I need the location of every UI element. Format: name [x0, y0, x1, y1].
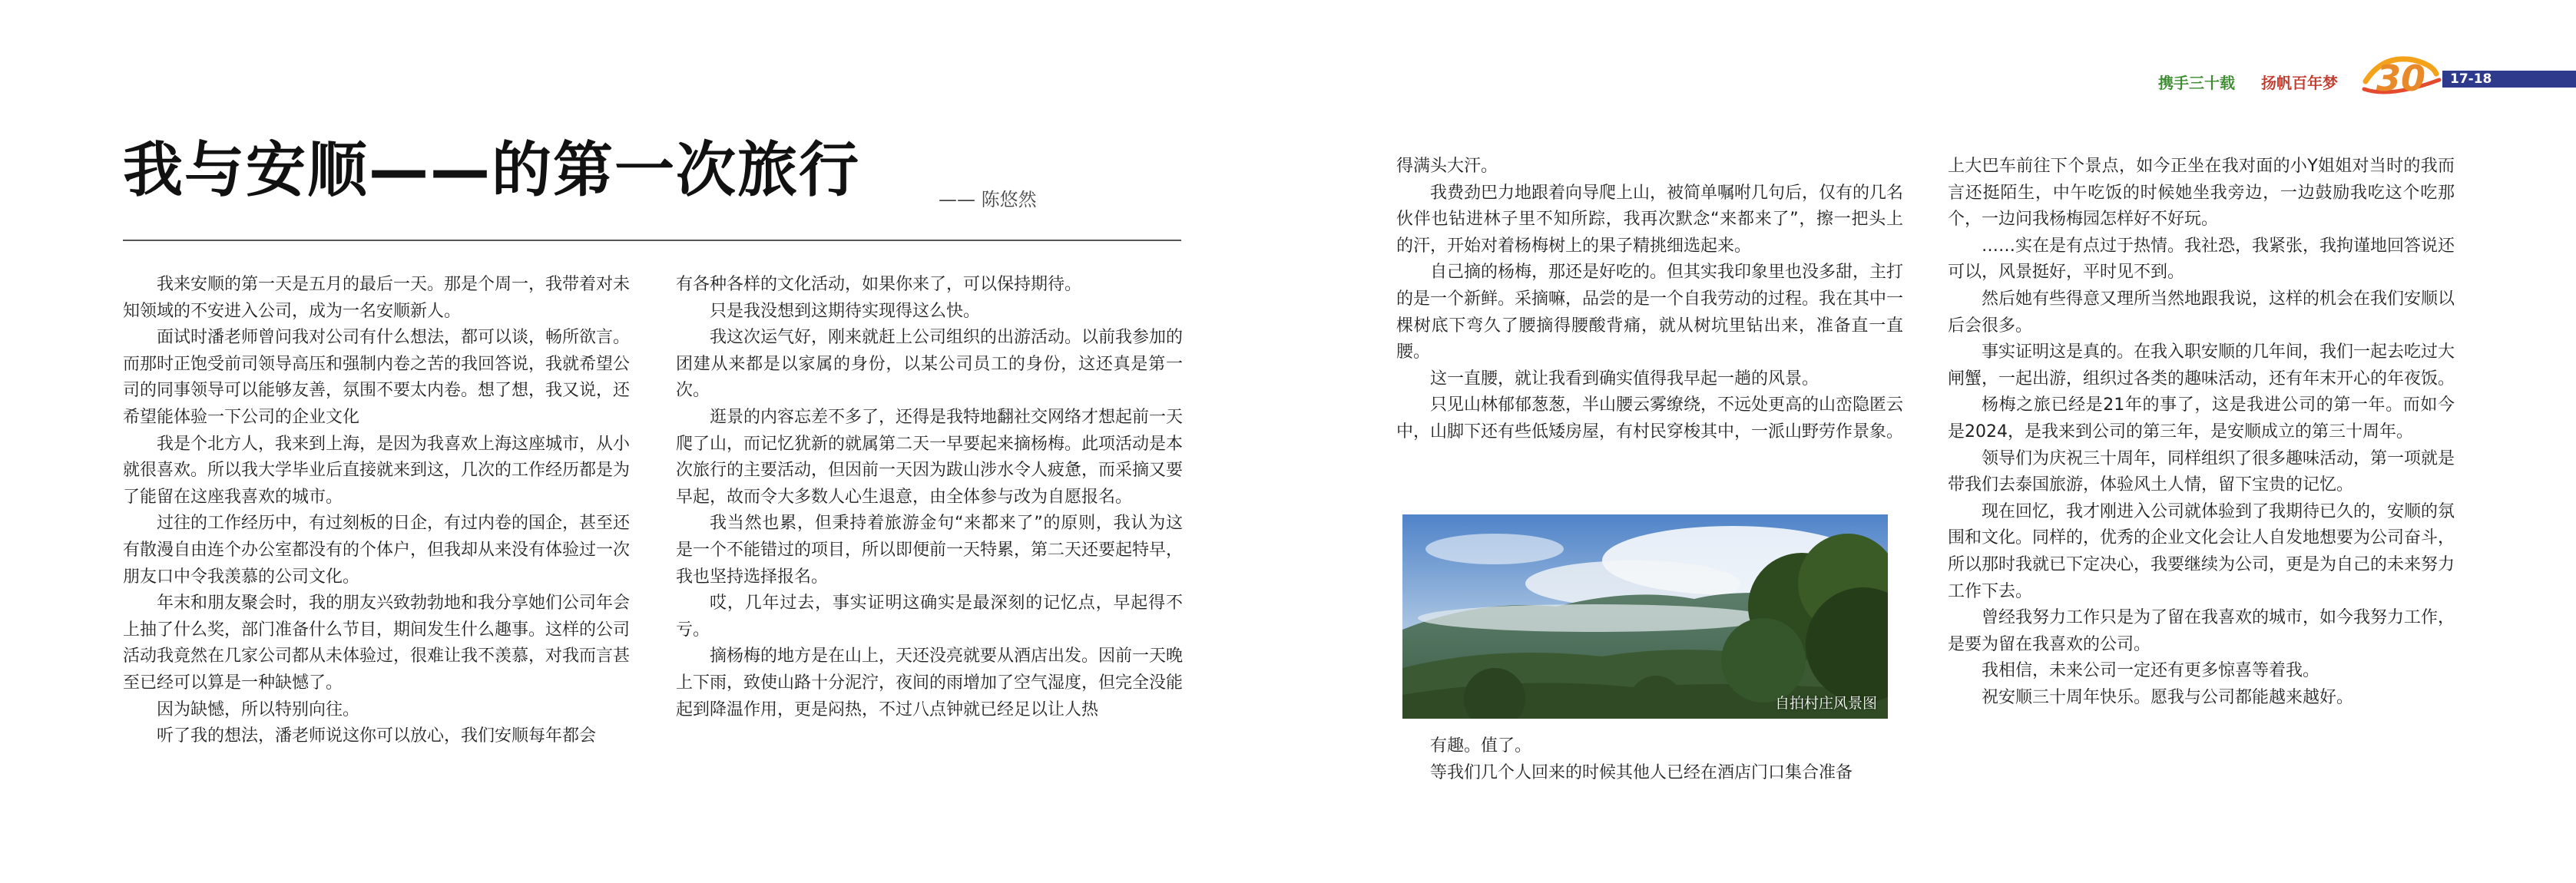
paragraph: 祝安顺三十周年快乐。愿我与公司都能越来越好。 [1982, 687, 2354, 707]
mountain-landscape-image [1402, 514, 1888, 719]
page-header [2158, 58, 2576, 99]
paragraph: 逛景的内容忘差不多了，还得是我特地翻社交网络才想起前一天爬了山，而记忆犹新的就属第二天一早要起来摘杨梅。此项活动是本次旅行的主要活动，但因前一天因为跋山涉水令人疲惫，而采摘又要早起，故而令大多数人心生退意，由全体参与改为自愿报名。 [676, 407, 1184, 507]
page-number: 17-18 [2450, 71, 2492, 87]
text-column-2 [676, 272, 1183, 723]
paragraph: 听了我的想法，潘老师说这你可以放心，我们安顺每年都会 [157, 726, 597, 746]
paragraph: 我这次运气好，刚来就赶上公司组织的出游活动。以前我参加的团建从来都是以家属的身份，以某公司员工的身份，这还真是第一次。 [676, 328, 1184, 401]
paragraph: 过往的工作经历中，有过刻板的日企，有过内卷的国企，甚至还有散漫自由连个办公室都没有的个体户，但我却从来没有体验过一次朋友口中令我羡慕的公司文化。 [123, 514, 631, 587]
paragraph: ……实在是有点过于热情。我社恐，我紧张，我拘谨地回答说还可以，风景挺好，平时见不到。 [1948, 236, 2455, 283]
paragraph: 我来安顺的第一天是五月的最后一天。那是个周一，我带着对未知领域的不安进入公司，成为一名安顺新人。 [123, 275, 631, 321]
paragraph: 等我们几个人回来的时候其他人已经在酒店门口集合准备 [1430, 762, 1853, 782]
paragraph: 这一直腰，就让我看到确实值得我早起一趟的风景。 [1430, 369, 1819, 389]
paragraph: 我费劲巴力地跟着向导爬上山，被简单嘱咐几句后，仅有的几名伙伴也钻进林子里不知所踪，我再次默念“来都来了”，擦一把头上的汗，开始对着杨梅树上的果子精挑细选起来。 [1396, 183, 1904, 256]
paragraph: 只见山林郁郁葱葱，半山腰云雾缭绕，不远处更高的山峦隐匿云中，山脚下还有些低矮房屋，有村民穿梭其中，一派山野劳作景象。 [1396, 395, 1904, 442]
paragraph: 事实证明这是真的。在我入职安顺的几年间，我们一起去吃过大闸蟹，一起出游，组织过各类的趣味活动，还有年末开心的年夜饭。 [1948, 342, 2455, 389]
photo-caption: 自拍村庄风景图 [1774, 695, 1877, 712]
text-column-4 [1948, 154, 2455, 711]
paragraph: 因为缺憾，所以特别向往。 [157, 699, 360, 719]
article-author: —— 陈悠然 [939, 189, 1037, 210]
text-column-3-continued [1396, 733, 1903, 786]
slogan-left: 携手三十载 [2158, 74, 2235, 92]
paragraph: 杨梅之旅已经是21年的事了，这是我进公司的第一年。而如今是2024，是我来到公司的第三年，是安顺成立的第三十周年。 [1948, 395, 2455, 442]
paragraph: 面试时潘老师曾问我对公司有什么想法，都可以谈，畅所欲言。而那时正饱受前司领导高压和强制内卷之苦的我回答说，我就希望公司的同事领导可以能够友善，氛围不要太内卷。想了想，我又说，还希望能体验一下公司的企业文化 [123, 328, 631, 427]
paragraph: 自己摘的杨梅，那还是好吃的。但其实我印象里也没多甜，主打的是一个新鲜。采摘嘛，品尝的是一个自我劳动的过程。我在其中一棵树底下弯久了腰摘得腰酸背痛，就从树坑里钻出来，准备直一直腰。 [1396, 263, 1904, 362]
paragraph: 有各种各样的文化活动，如果你来了，可以保持期待。 [676, 275, 1082, 294]
paragraph: 现在回忆，我才刚进入公司就体验到了我期待已久的，安顺的氛围和文化。同样的，优秀的企业文化会让人自发地想要为公司奋斗，所以那时我就已下定决心，我要继续为公司，更是为自己的未来努力工作下去。 [1948, 501, 2455, 601]
paragraph: 哎，几年过去，事实证明这确实是最深刻的记忆点，早起得不亏。 [676, 594, 1183, 640]
paragraph: 领导们为庆祝三十周年，同样组织了很多趣味活动，第一项就是带我们去泰国旅游，体验风土人情，留下宝贵的记忆。 [1948, 448, 2455, 495]
paragraph: 我是个北方人，我来到上海，是因为我喜欢上海这座城市，从小就很喜欢。所以我大学毕业后直接就来到这，几次的工作经历都是为了能留在这座我喜欢的城市。 [123, 434, 631, 507]
title-divider [123, 240, 1181, 241]
text-column-1 [123, 272, 630, 750]
slogan-right: 扬帆百年梦 [2261, 74, 2338, 92]
article-title: 我与安顺——的第一次旅行 [123, 136, 861, 205]
paragraph: 年末和朋友聚会时，我的朋友兴致勃勃地和我分享她们公司年会上抽了什么奖，部门准备什么节目，期间发生什么趣事。这样的公司活动我竟然在几家公司都从未体验过，很难让我不羡慕，对我而言甚至已经可以算是一种缺憾了。 [123, 594, 631, 693]
paragraph: 曾经我努力工作只是为了留在我喜欢的城市，如今我努力工作，是要为留在我喜欢的公司。 [1948, 608, 2455, 654]
paragraph: 得满头大汗。 [1396, 157, 1498, 176]
paragraph: 有趣。值了。 [1430, 736, 1532, 756]
anniversary-logo-icon [2359, 51, 2444, 104]
logo-number: 30 [2376, 58, 2426, 99]
paragraph: 我当然也累，但秉持着旅游金句“来都来了”的原则，我认为这是一个不能错过的项目，所以即便前一天特累，第二天还要起特早，我也坚持选择报名。 [676, 514, 1184, 587]
text-column-3 [1396, 154, 1903, 446]
paragraph: 然后她有些得意又理所当然地跟我说，这样的机会在我们安顺以后会很多。 [1948, 289, 2455, 336]
paragraph: 只是我没想到这期待实现得这么快。 [710, 301, 981, 321]
landscape-photo [1402, 514, 1888, 719]
paragraph: 摘杨梅的地方是在山上，天还没亮就要从酒店出发。因前一天晚上下雨，致使山路十分泥泞，夜间的雨增加了空气湿度，但完全没能起到降温作用，更是闷热，不过八点钟就已经足以让人热 [676, 647, 1184, 719]
paragraph: 上大巴车前往下个景点，如今正坐在我对面的小Y姐姐对当时的我而言还挺陌生，中午吃饭的时候她坐我旁边，一边鼓励我吃这个吃那个，一边问我杨梅园怎样好不好玩。 [1948, 157, 2455, 230]
paragraph: 我相信，未来公司一定还有更多惊喜等着我。 [1982, 661, 2320, 681]
